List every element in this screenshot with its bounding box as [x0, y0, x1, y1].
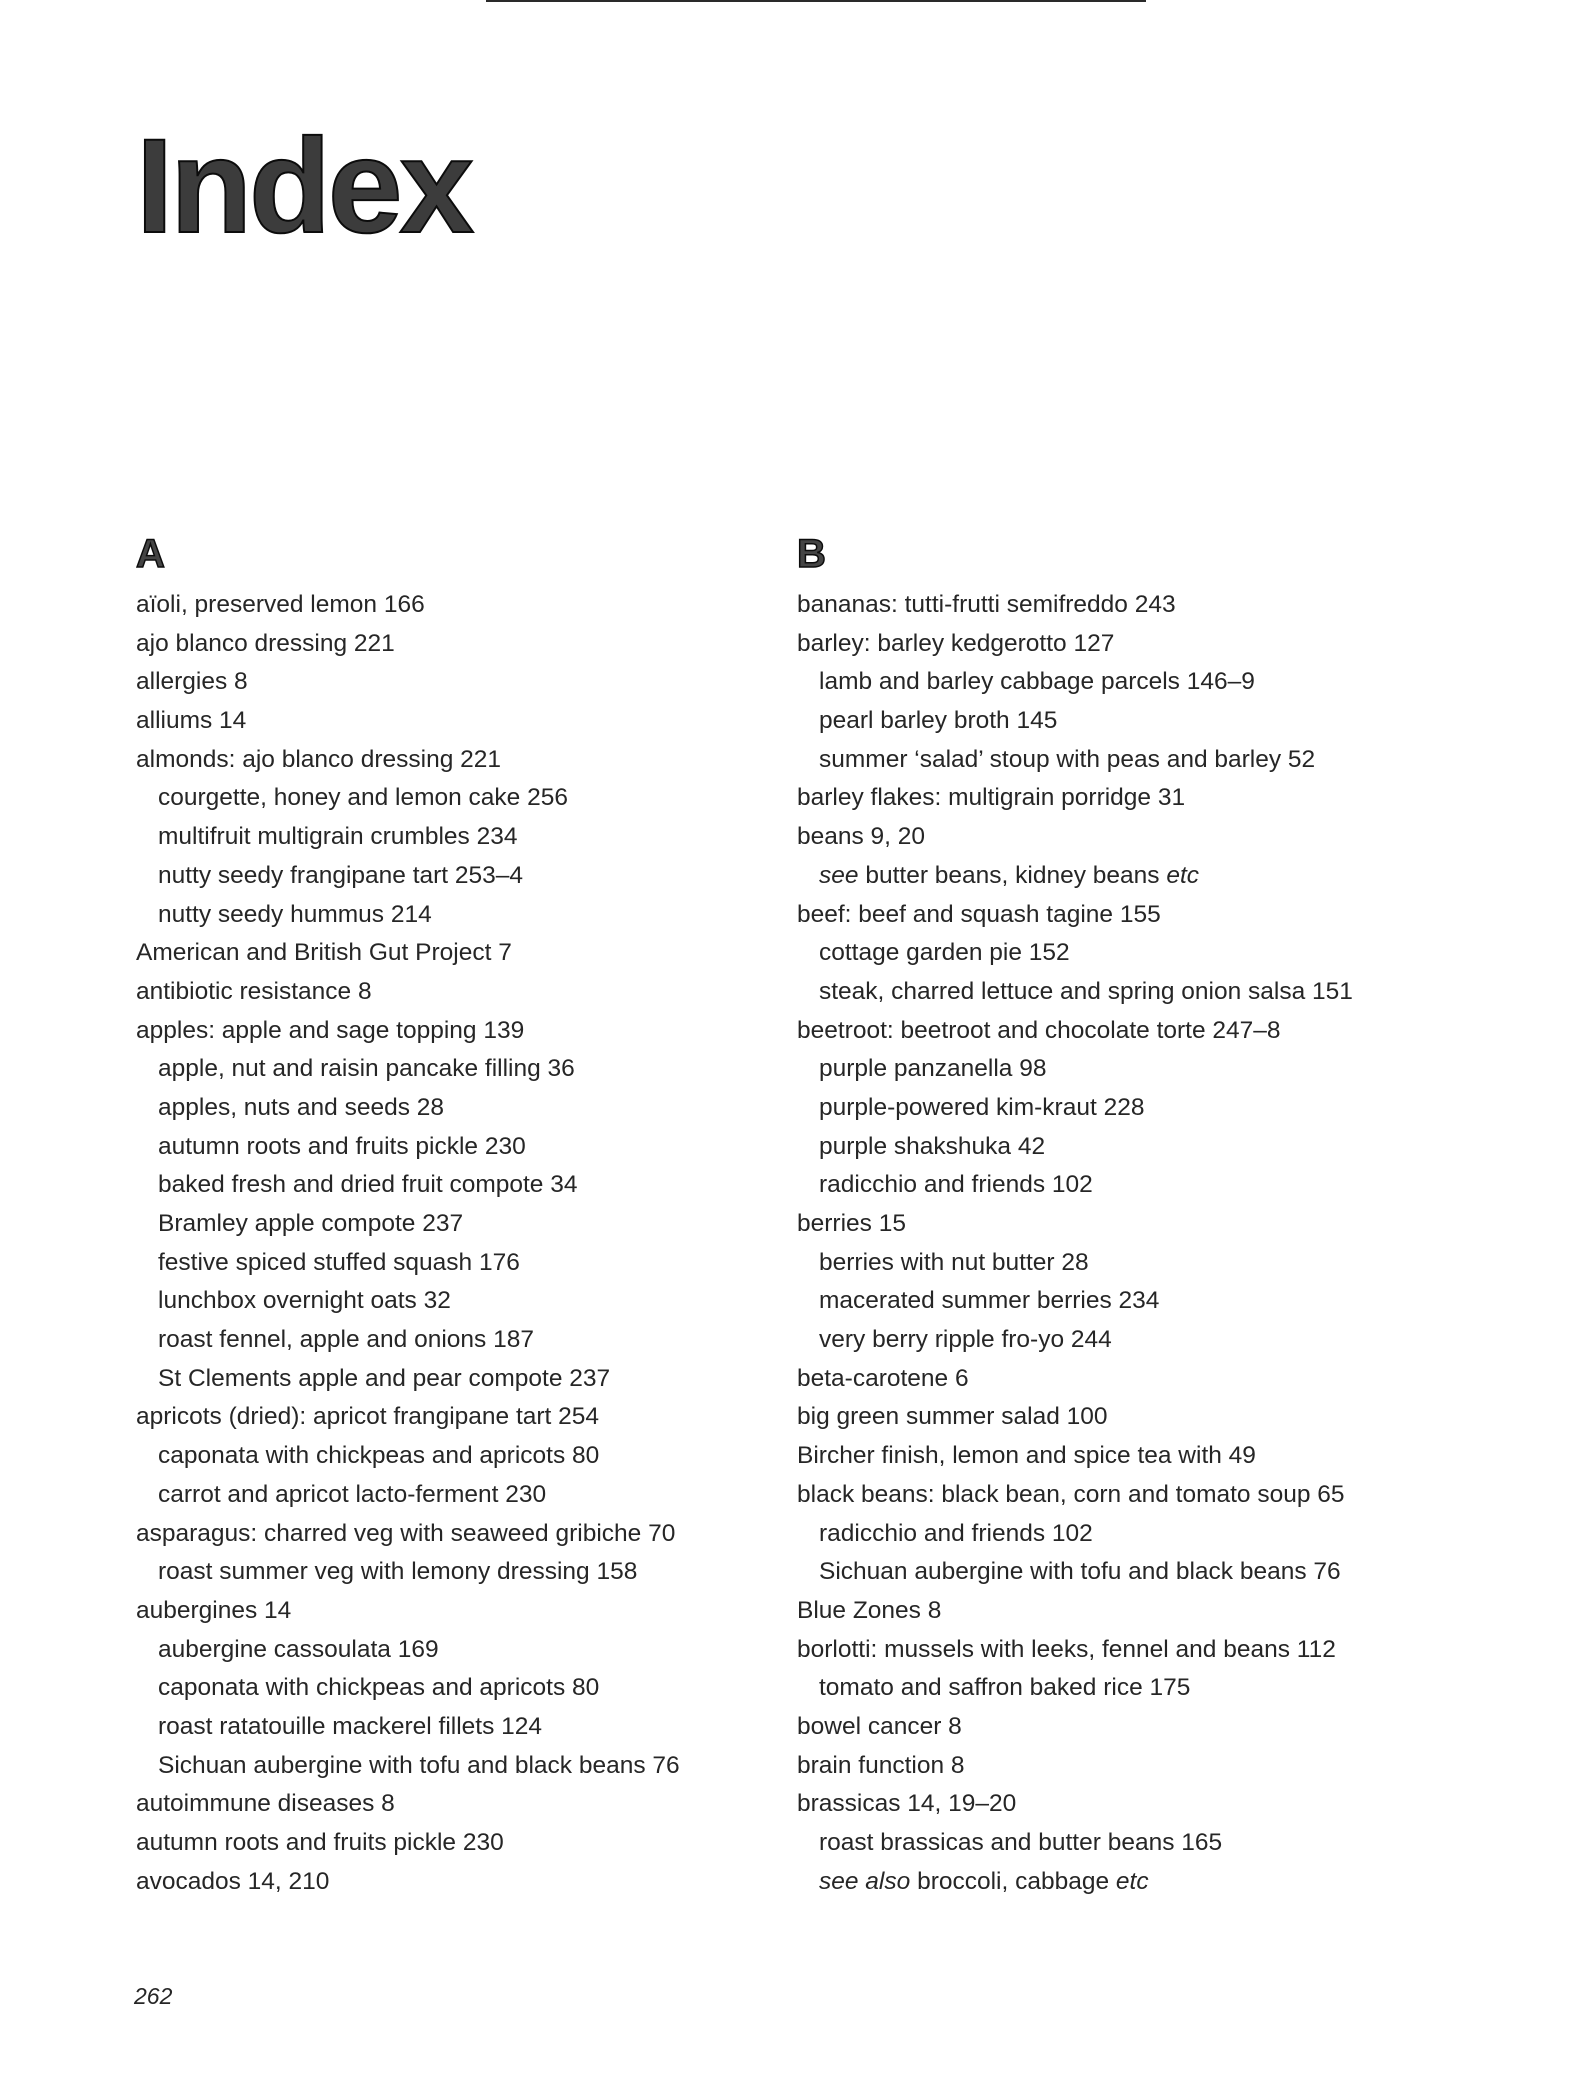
cross-reference-italic: see: [819, 861, 859, 889]
index-entry: almonds: ajo blanco dressing 221: [136, 745, 502, 773]
index-subentry: [797, 1863, 1457, 1902]
cross-reference-text: broccoli, cabbage: [910, 1867, 1116, 1895]
index-subentry: apples, nuts and seeds 28: [158, 1093, 445, 1121]
index-subentry: apple, nut and raisin pancake filling 36: [158, 1055, 575, 1083]
index-entry: beans 9, 20: [797, 823, 926, 851]
index-entry: apples: apple and sage topping 139: [136, 1016, 525, 1044]
index-entry: brain function 8: [797, 1751, 965, 1779]
index-subentry: macerated summer berries 234: [819, 1287, 1160, 1315]
index-entry: beetroot: beetroot and chocolate torte 247–8: [797, 1016, 1281, 1044]
index-subentry: Bramley apple compote 237: [158, 1210, 464, 1237]
index-subentry: festive spiced stuffed squash 176: [158, 1248, 520, 1276]
index-subentry: aubergine cassoulata 169: [158, 1635, 439, 1663]
index-column-a: [136, 530, 756, 1901]
index-entry: berries 15: [797, 1210, 906, 1237]
index-subentry: nutty seedy hummus 214: [158, 900, 432, 928]
cross-reference-italic: see also: [819, 1867, 911, 1895]
index-subentry: lunchbox overnight oats 32: [158, 1287, 451, 1315]
index-subentry: roast summer veg with lemony dressing 158: [158, 1558, 638, 1586]
index-subentry: purple shakshuka 42: [819, 1132, 1046, 1160]
index-entry: Blue Zones 8: [797, 1596, 942, 1624]
index-subentry: autumn roots and fruits pickle 230: [158, 1132, 526, 1160]
index-subentry: nutty seedy frangipane tart 253–4: [158, 861, 524, 889]
index-subentry: Sichuan aubergine with tofu and black beans 76: [819, 1558, 1341, 1586]
index-subentry: berries with nut butter 28: [819, 1248, 1089, 1276]
index-entry: aïoli, preserved lemon 166: [136, 591, 425, 618]
index-entry: black beans: black bean, corn and tomato soup 65: [797, 1480, 1345, 1508]
index-subentry: pearl barley broth 145: [819, 707, 1058, 735]
index-entry: allergies 8: [136, 668, 248, 696]
index-entry: Bircher finish, lemon and spice tea with 49: [797, 1442, 1256, 1470]
index-entry: beef: beef and squash tagine 155: [797, 900, 1161, 928]
index-entry: borlotti: mussels with leeks, fennel and beans 112: [797, 1635, 1336, 1663]
cross-reference-italic: etc: [1166, 861, 1200, 889]
index-entry: brassicas 14, 19–20: [797, 1790, 1017, 1818]
index-entry: autoimmune diseases 8: [136, 1790, 395, 1818]
index-subentry: steak, charred lettuce and spring onion salsa 151: [819, 977, 1353, 1005]
index-subentry: roast ratatouille mackerel fillets 124: [158, 1712, 543, 1740]
index-subentry: lamb and barley cabbage parcels 146–9: [819, 668, 1255, 696]
page-number: 262: [134, 1983, 173, 2009]
index-entry: aubergines 14: [136, 1596, 292, 1624]
index-entry: autumn roots and fruits pickle 230: [136, 1829, 504, 1856]
index-subentry: roast brassicas and butter beans 165: [819, 1829, 1223, 1856]
section-letter-a: A: [136, 532, 165, 576]
index-subentry: Sichuan aubergine with tofu and black beans 76: [158, 1751, 680, 1779]
index-subentry: St Clements apple and pear compote 237: [158, 1364, 611, 1392]
index-entry: bananas: tutti-frutti semifreddo 243: [797, 591, 1176, 618]
index-entry: alliums 14: [136, 707, 247, 735]
entry-list-b: [797, 586, 1457, 1901]
index-subentry: radicchio and friends 102: [819, 1171, 1093, 1199]
index-entry: asparagus: charred veg with seaweed gribiche 70: [136, 1519, 676, 1547]
index-subentry: purple-powered kim-kraut 228: [819, 1093, 1145, 1121]
page-title: Index: [136, 112, 471, 261]
index-subentry: caponata with chickpeas and apricots 80: [158, 1442, 600, 1470]
index-entry: antibiotic resistance 8: [136, 977, 372, 1005]
index-subentry: radicchio and friends 102: [819, 1519, 1093, 1547]
index-subentry: summer ‘salad’ stoup with peas and barley 52: [819, 745, 1316, 773]
index-subentry: very berry ripple fro-yo 244: [819, 1326, 1112, 1354]
index-subentry: tomato and saffron baked rice 175: [819, 1674, 1191, 1702]
section-letter-b: B: [797, 532, 826, 576]
index-subentry: multifruit multigrain crumbles 234: [158, 823, 518, 851]
index-entry: barley: barley kedgerotto 127: [797, 629, 1115, 657]
index-subentry: courgette, honey and lemon cake 256: [158, 784, 568, 812]
top-rule: [486, 0, 1146, 2]
index-subentry: purple panzanella 98: [819, 1055, 1047, 1083]
cross-reference-text: butter beans, kidney beans: [858, 861, 1167, 889]
index-entry: beta-carotene 6: [797, 1364, 969, 1392]
index-subentry: roast fennel, apple and onions 187: [158, 1326, 534, 1354]
index-subentry: carrot and apricot lacto-ferment 230: [158, 1480, 547, 1508]
entry-list-a: [136, 586, 756, 1901]
index-entry: American and British Gut Project 7: [136, 939, 512, 967]
index-column-b: [797, 530, 1457, 1901]
index-entry: big green summer salad 100: [797, 1403, 1108, 1431]
index-entry: avocados 14, 210: [136, 1867, 330, 1895]
index-subentry: baked fresh and dried fruit compote 34: [158, 1171, 578, 1199]
cross-reference-italic: etc: [1115, 1867, 1149, 1895]
index-entry: apricots (dried): apricot frangipane tart 254: [136, 1403, 600, 1431]
index-subentry: cottage garden pie 152: [819, 939, 1070, 967]
index-subentry: caponata with chickpeas and apricots 80: [158, 1674, 600, 1702]
index-subentry: [797, 857, 1457, 896]
index-entry: bowel cancer 8: [797, 1712, 962, 1740]
index-entry: ajo blanco dressing 221: [136, 629, 395, 657]
index-entry: barley flakes: multigrain porridge 31: [797, 784, 1186, 812]
